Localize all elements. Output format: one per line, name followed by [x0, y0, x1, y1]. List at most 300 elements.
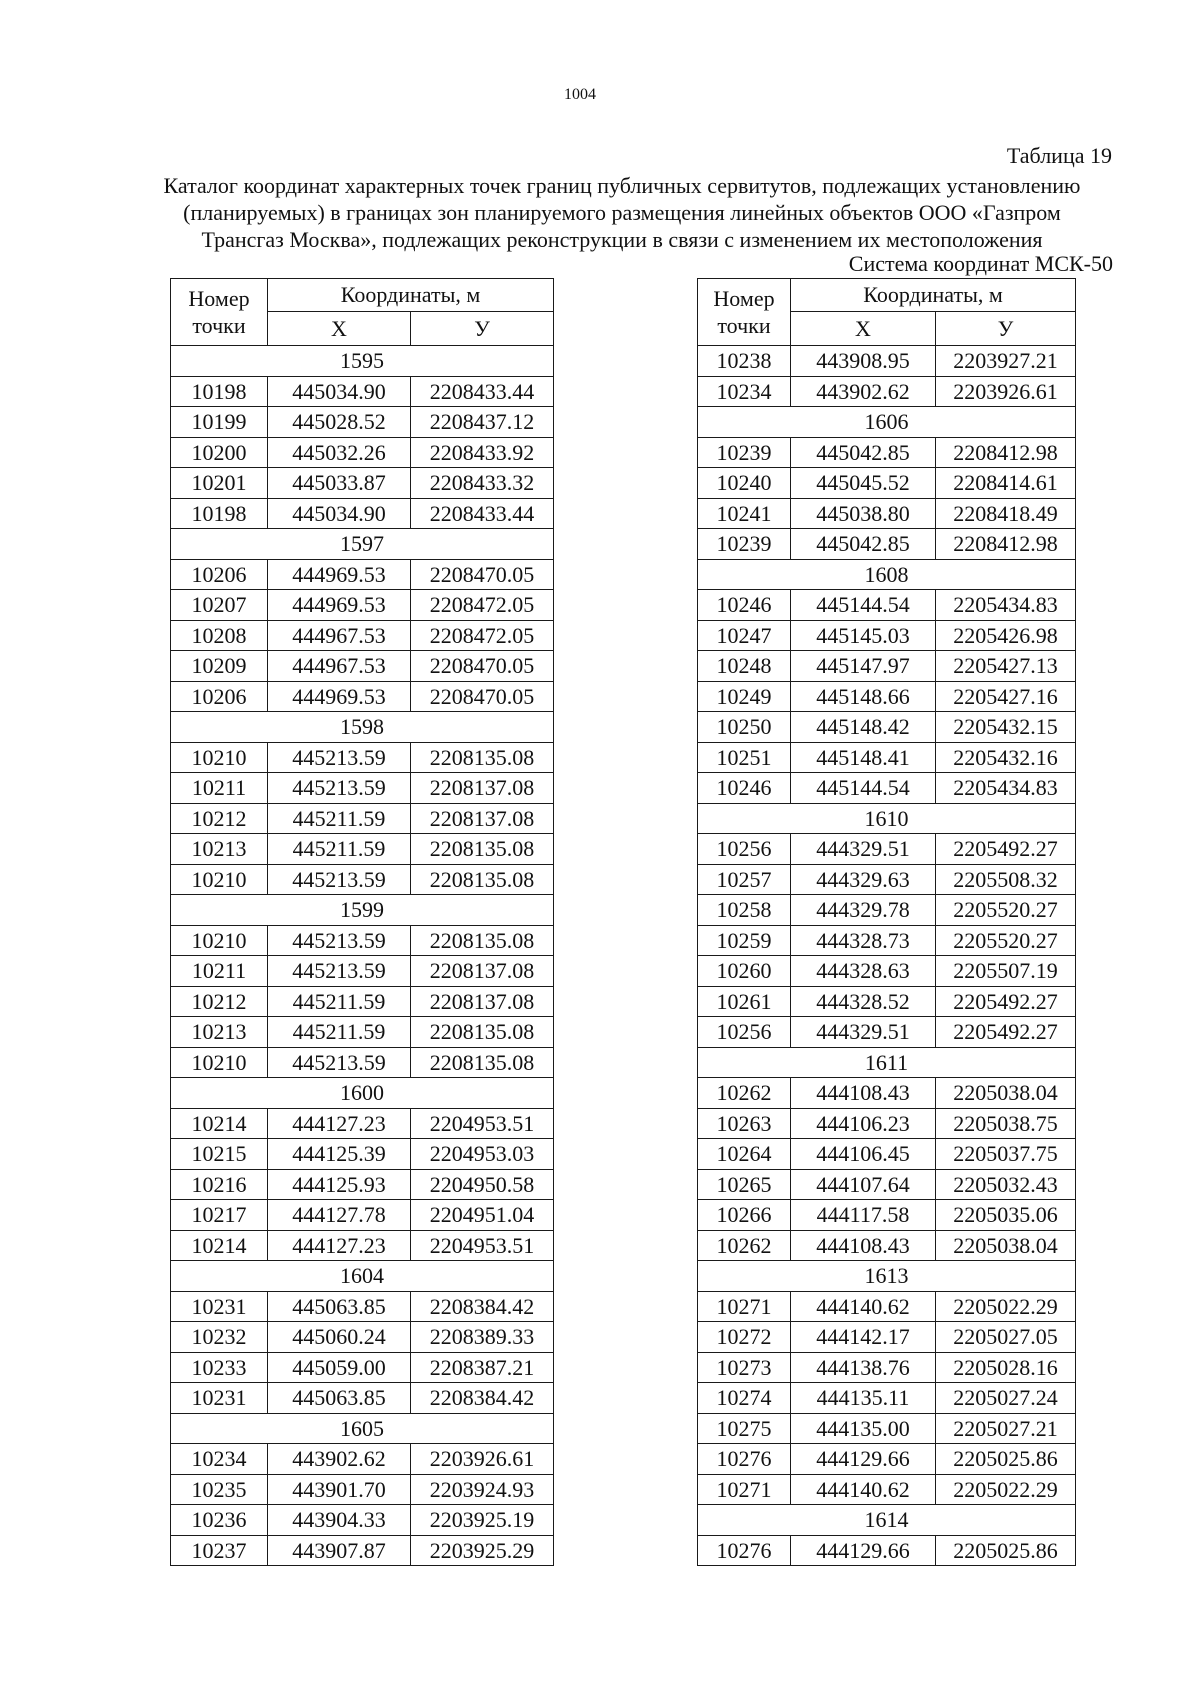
servitude-number: 1606	[698, 407, 1076, 438]
x-coordinate-cell: 443904.33	[268, 1505, 411, 1536]
x-coordinate-cell: 445211.59	[268, 834, 411, 865]
y-coordinate-cell: 2205427.16	[936, 681, 1076, 712]
point-row	[171, 1505, 554, 1536]
point-number-cell: 10212	[171, 803, 268, 834]
point-row	[698, 681, 1076, 712]
point-number-cell: 10264	[698, 1139, 791, 1170]
table-title	[100, 172, 1144, 253]
y-coordinate-cell: 2205508.32	[936, 864, 1076, 895]
point-row	[698, 712, 1076, 743]
x-coordinate-cell: 444140.62	[791, 1291, 936, 1322]
point-number-cell: 10256	[698, 1017, 791, 1048]
point-row	[171, 1474, 554, 1505]
point-number-cell: 10262	[698, 1230, 791, 1261]
y-coordinate-cell: 2204953.03	[411, 1139, 554, 1170]
x-coordinate-cell: 444328.73	[791, 925, 936, 956]
x-coordinate-cell: 444969.53	[268, 681, 411, 712]
x-coordinate-cell: 445147.97	[791, 651, 936, 682]
point-number-cell: 10209	[171, 651, 268, 682]
point-number-cell: 10231	[171, 1291, 268, 1322]
y-coordinate-cell: 2208412.98	[936, 529, 1076, 560]
x-coordinate-cell: 444107.64	[791, 1169, 936, 1200]
point-number-cell: 10214	[171, 1230, 268, 1261]
point-number-cell: 10232	[171, 1322, 268, 1353]
x-coordinate-cell: 444125.39	[268, 1139, 411, 1170]
y-coordinate-cell: 2205027.24	[936, 1383, 1076, 1414]
header-y: У	[411, 312, 554, 346]
header-point-number-line2: точки	[717, 313, 771, 338]
table-body	[698, 346, 1076, 1566]
servitude-number: 1611	[698, 1047, 1076, 1078]
point-row	[171, 620, 554, 651]
x-coordinate-cell: 445213.59	[268, 925, 411, 956]
point-number-cell: 10216	[171, 1169, 268, 1200]
y-coordinate-cell: 2205025.86	[936, 1444, 1076, 1475]
point-row	[171, 651, 554, 682]
point-number-cell: 10207	[171, 590, 268, 621]
x-coordinate-cell: 445034.90	[268, 498, 411, 529]
y-coordinate-cell: 2205520.27	[936, 925, 1076, 956]
point-row	[698, 1535, 1076, 1566]
point-row	[171, 1291, 554, 1322]
x-coordinate-cell: 444329.63	[791, 864, 936, 895]
servitude-number: 1613	[698, 1261, 1076, 1292]
x-coordinate-cell: 444108.43	[791, 1078, 936, 1109]
point-number-cell: 10212	[171, 986, 268, 1017]
servitude-group-row	[171, 346, 554, 377]
point-row	[171, 468, 554, 499]
point-row	[171, 437, 554, 468]
y-coordinate-cell: 2205427.13	[936, 651, 1076, 682]
header-row	[171, 279, 554, 312]
title-line: Каталог координат характерных точек границ публичных сервитутов, подлежащих установлению	[163, 173, 1081, 198]
point-row	[171, 986, 554, 1017]
point-row	[171, 1047, 554, 1078]
x-coordinate-cell: 445148.41	[791, 742, 936, 773]
point-number-cell: 10249	[698, 681, 791, 712]
y-coordinate-cell: 2208437.12	[411, 407, 554, 438]
x-coordinate-cell: 445144.54	[791, 590, 936, 621]
x-coordinate-cell: 444125.93	[268, 1169, 411, 1200]
servitude-group-row	[171, 1078, 554, 1109]
y-coordinate-cell: 2208412.98	[936, 437, 1076, 468]
point-row	[171, 1444, 554, 1475]
x-coordinate-cell: 444117.58	[791, 1200, 936, 1231]
header-row	[698, 279, 1076, 312]
x-coordinate-cell: 445211.59	[268, 803, 411, 834]
servitude-group-row	[698, 407, 1076, 438]
point-row	[698, 1017, 1076, 1048]
point-row	[171, 834, 554, 865]
point-row	[171, 803, 554, 834]
point-row	[698, 1108, 1076, 1139]
x-coordinate-cell: 444127.78	[268, 1200, 411, 1231]
x-coordinate-cell: 444329.78	[791, 895, 936, 926]
point-number-cell: 10237	[171, 1535, 268, 1566]
point-row	[171, 742, 554, 773]
y-coordinate-cell: 2205025.86	[936, 1535, 1076, 1566]
point-number-cell: 10214	[171, 1108, 268, 1139]
servitude-group-row	[171, 1261, 554, 1292]
point-number-cell: 10258	[698, 895, 791, 926]
x-coordinate-cell: 443902.62	[268, 1444, 411, 1475]
point-row	[171, 925, 554, 956]
point-number-cell: 10246	[698, 773, 791, 804]
header-point-number-line1: Номер	[713, 286, 775, 311]
y-coordinate-cell: 2208470.05	[411, 681, 554, 712]
y-coordinate-cell: 2203927.21	[936, 346, 1076, 377]
point-number-cell: 10261	[698, 986, 791, 1017]
servitude-number: 1605	[171, 1413, 554, 1444]
x-coordinate-cell: 445033.87	[268, 468, 411, 499]
point-number-cell: 10276	[698, 1535, 791, 1566]
x-coordinate-cell: 444127.23	[268, 1108, 411, 1139]
servitude-group-row	[171, 1413, 554, 1444]
y-coordinate-cell: 2205432.16	[936, 742, 1076, 773]
servitude-group-row	[698, 1261, 1076, 1292]
x-coordinate-cell: 444142.17	[791, 1322, 936, 1353]
y-coordinate-cell: 2204953.51	[411, 1108, 554, 1139]
point-row	[698, 834, 1076, 865]
servitude-group-row	[698, 559, 1076, 590]
servitude-number: 1597	[171, 529, 554, 560]
x-coordinate-cell: 445211.59	[268, 1017, 411, 1048]
x-coordinate-cell: 445213.59	[268, 742, 411, 773]
y-coordinate-cell: 2208135.08	[411, 834, 554, 865]
x-coordinate-cell: 444329.51	[791, 1017, 936, 1048]
point-number-cell: 10260	[698, 956, 791, 987]
point-number-cell: 10256	[698, 834, 791, 865]
point-row	[171, 773, 554, 804]
header-y: У	[936, 312, 1076, 346]
point-number-cell: 10265	[698, 1169, 791, 1200]
x-coordinate-cell: 445148.42	[791, 712, 936, 743]
point-row	[698, 346, 1076, 377]
point-row	[171, 376, 554, 407]
x-coordinate-cell: 445148.66	[791, 681, 936, 712]
point-row	[698, 1230, 1076, 1261]
y-coordinate-cell: 2205038.75	[936, 1108, 1076, 1139]
y-coordinate-cell: 2208135.08	[411, 742, 554, 773]
x-coordinate-cell: 444135.00	[791, 1413, 936, 1444]
x-coordinate-cell: 445042.85	[791, 437, 936, 468]
x-coordinate-cell: 445045.52	[791, 468, 936, 499]
point-row	[698, 1444, 1076, 1475]
x-coordinate-cell: 443907.87	[268, 1535, 411, 1566]
point-number-cell: 10259	[698, 925, 791, 956]
y-coordinate-cell: 2203926.61	[936, 376, 1076, 407]
y-coordinate-cell: 2205022.29	[936, 1291, 1076, 1322]
x-coordinate-cell: 444129.66	[791, 1444, 936, 1475]
point-row	[171, 681, 554, 712]
y-coordinate-cell: 2205432.15	[936, 712, 1076, 743]
point-row	[698, 468, 1076, 499]
x-coordinate-cell: 445059.00	[268, 1352, 411, 1383]
point-number-cell: 10271	[698, 1291, 791, 1322]
y-coordinate-cell: 2208433.44	[411, 376, 554, 407]
x-coordinate-cell: 445042.85	[791, 529, 936, 560]
point-number-cell: 10250	[698, 712, 791, 743]
x-coordinate-cell: 445034.90	[268, 376, 411, 407]
y-coordinate-cell: 2205038.04	[936, 1230, 1076, 1261]
header-point-number-line2: точки	[192, 313, 246, 338]
table-header	[171, 279, 554, 346]
y-coordinate-cell: 2208384.42	[411, 1383, 554, 1414]
title-line: Трансгаз Москва», подлежащих реконструкции в связи с изменением их местоположения	[201, 227, 1043, 252]
y-coordinate-cell: 2208433.44	[411, 498, 554, 529]
y-coordinate-cell: 2208135.08	[411, 1047, 554, 1078]
header-coordinates: Координаты, м	[791, 279, 1076, 312]
point-number-cell: 10213	[171, 1017, 268, 1048]
y-coordinate-cell: 2203925.29	[411, 1535, 554, 1566]
y-coordinate-cell: 2208387.21	[411, 1352, 554, 1383]
x-coordinate-cell: 444108.43	[791, 1230, 936, 1261]
header-x: Х	[791, 312, 936, 346]
point-row	[171, 1352, 554, 1383]
point-row	[698, 895, 1076, 926]
point-row	[698, 773, 1076, 804]
point-row	[698, 529, 1076, 560]
point-row	[171, 1535, 554, 1566]
point-number-cell: 10273	[698, 1352, 791, 1383]
x-coordinate-cell: 443902.62	[791, 376, 936, 407]
point-row	[171, 956, 554, 987]
point-row	[171, 1322, 554, 1353]
point-row	[698, 925, 1076, 956]
point-number-cell: 10200	[171, 437, 268, 468]
servitude-number: 1604	[171, 1261, 554, 1292]
point-number-cell: 10246	[698, 590, 791, 621]
x-coordinate-cell: 444138.76	[791, 1352, 936, 1383]
coordinates-table-left	[170, 278, 554, 1566]
x-coordinate-cell: 445213.59	[268, 956, 411, 987]
point-row	[698, 437, 1076, 468]
point-row	[698, 956, 1076, 987]
x-coordinate-cell: 444329.51	[791, 834, 936, 865]
point-number-cell: 10206	[171, 559, 268, 590]
y-coordinate-cell: 2204953.51	[411, 1230, 554, 1261]
x-coordinate-cell: 444106.45	[791, 1139, 936, 1170]
y-coordinate-cell: 2208470.05	[411, 651, 554, 682]
point-number-cell: 10238	[698, 346, 791, 377]
servitude-number: 1599	[171, 895, 554, 926]
point-number-cell: 10251	[698, 742, 791, 773]
servitude-number: 1598	[171, 712, 554, 743]
y-coordinate-cell: 2205022.29	[936, 1474, 1076, 1505]
x-coordinate-cell: 445063.85	[268, 1291, 411, 1322]
x-coordinate-cell: 445213.59	[268, 1047, 411, 1078]
point-number-cell: 10198	[171, 498, 268, 529]
x-coordinate-cell: 444969.53	[268, 590, 411, 621]
header-point-number	[698, 279, 791, 346]
point-row	[171, 1139, 554, 1170]
coordinate-system-label: Система координат МСК-50	[848, 251, 1113, 276]
point-number-cell: 10210	[171, 1047, 268, 1078]
x-coordinate-cell: 444106.23	[791, 1108, 936, 1139]
y-coordinate-cell: 2208137.08	[411, 773, 554, 804]
servitude-group-row	[698, 803, 1076, 834]
point-row	[698, 1413, 1076, 1444]
y-coordinate-cell: 2208389.33	[411, 1322, 554, 1353]
point-row	[171, 1383, 554, 1414]
point-row	[171, 590, 554, 621]
y-coordinate-cell: 2208418.49	[936, 498, 1076, 529]
coordinates-table-right	[697, 278, 1076, 1566]
header-point-number	[171, 279, 268, 346]
point-number-cell: 10231	[171, 1383, 268, 1414]
y-coordinate-cell: 2208135.08	[411, 1017, 554, 1048]
y-coordinate-cell: 2208472.05	[411, 620, 554, 651]
point-row	[698, 1139, 1076, 1170]
y-coordinate-cell: 2205028.16	[936, 1352, 1076, 1383]
point-number-cell: 10215	[171, 1139, 268, 1170]
x-coordinate-cell: 444328.63	[791, 956, 936, 987]
y-coordinate-cell: 2208137.08	[411, 956, 554, 987]
x-coordinate-cell: 445213.59	[268, 864, 411, 895]
point-number-cell: 10198	[171, 376, 268, 407]
point-row	[698, 1169, 1076, 1200]
point-number-cell: 10206	[171, 681, 268, 712]
point-row	[698, 1078, 1076, 1109]
point-number-cell: 10276	[698, 1444, 791, 1475]
x-coordinate-cell: 445032.26	[268, 437, 411, 468]
servitude-group-row	[698, 1047, 1076, 1078]
y-coordinate-cell: 2205027.05	[936, 1322, 1076, 1353]
y-coordinate-cell: 2208135.08	[411, 864, 554, 895]
y-coordinate-cell: 2208433.92	[411, 437, 554, 468]
y-coordinate-cell: 2205492.27	[936, 986, 1076, 1017]
point-row	[171, 1200, 554, 1231]
point-row	[171, 1108, 554, 1139]
y-coordinate-cell: 2205434.83	[936, 773, 1076, 804]
y-coordinate-cell: 2208414.61	[936, 468, 1076, 499]
x-coordinate-cell: 445038.80	[791, 498, 936, 529]
point-row	[171, 1017, 554, 1048]
point-number-cell: 10235	[171, 1474, 268, 1505]
table-label: Таблица 19	[1006, 143, 1112, 168]
x-coordinate-cell: 444967.53	[268, 651, 411, 682]
point-number-cell: 10233	[171, 1352, 268, 1383]
y-coordinate-cell: 2203925.19	[411, 1505, 554, 1536]
x-coordinate-cell: 445145.03	[791, 620, 936, 651]
x-coordinate-cell: 444328.52	[791, 986, 936, 1017]
table-body	[171, 346, 554, 1566]
point-number-cell: 10272	[698, 1322, 791, 1353]
y-coordinate-cell: 2205038.04	[936, 1078, 1076, 1109]
point-row	[171, 1169, 554, 1200]
y-coordinate-cell: 2204950.58	[411, 1169, 554, 1200]
point-row	[698, 376, 1076, 407]
y-coordinate-cell: 2204951.04	[411, 1200, 554, 1231]
y-coordinate-cell: 2208137.08	[411, 803, 554, 834]
point-number-cell: 10211	[171, 773, 268, 804]
point-row	[698, 1322, 1076, 1353]
y-coordinate-cell: 2208135.08	[411, 925, 554, 956]
x-coordinate-cell: 444969.53	[268, 559, 411, 590]
point-number-cell: 10263	[698, 1108, 791, 1139]
point-number-cell: 10247	[698, 620, 791, 651]
point-number-cell: 10210	[171, 742, 268, 773]
y-coordinate-cell: 2203926.61	[411, 1444, 554, 1475]
x-coordinate-cell: 445144.54	[791, 773, 936, 804]
point-row	[698, 1200, 1076, 1231]
point-number-cell: 10271	[698, 1474, 791, 1505]
y-coordinate-cell: 2208137.08	[411, 986, 554, 1017]
point-number-cell: 10239	[698, 437, 791, 468]
point-number-cell: 10239	[698, 529, 791, 560]
point-row	[698, 742, 1076, 773]
point-number-cell: 10210	[171, 864, 268, 895]
point-row	[698, 651, 1076, 682]
header-coordinates: Координаты, м	[268, 279, 554, 312]
servitude-group-row	[698, 1505, 1076, 1536]
point-number-cell: 10211	[171, 956, 268, 987]
point-row	[698, 1383, 1076, 1414]
y-coordinate-cell: 2205492.27	[936, 1017, 1076, 1048]
point-number-cell: 10201	[171, 468, 268, 499]
point-number-cell: 10199	[171, 407, 268, 438]
point-number-cell: 10217	[171, 1200, 268, 1231]
page-number: 1004	[564, 86, 596, 103]
point-number-cell: 10208	[171, 620, 268, 651]
y-coordinate-cell: 2208384.42	[411, 1291, 554, 1322]
y-coordinate-cell: 2205492.27	[936, 834, 1076, 865]
point-number-cell: 10262	[698, 1078, 791, 1109]
header-point-number-line1: Номер	[188, 286, 250, 311]
point-row	[171, 559, 554, 590]
x-coordinate-cell: 444129.66	[791, 1535, 936, 1566]
point-row	[171, 498, 554, 529]
y-coordinate-cell: 2205037.75	[936, 1139, 1076, 1170]
point-row	[698, 986, 1076, 1017]
servitude-group-row	[171, 529, 554, 560]
point-number-cell: 10248	[698, 651, 791, 682]
y-coordinate-cell: 2208470.05	[411, 559, 554, 590]
x-coordinate-cell: 443908.95	[791, 346, 936, 377]
servitude-number: 1614	[698, 1505, 1076, 1536]
point-number-cell: 10236	[171, 1505, 268, 1536]
servitude-group-row	[171, 895, 554, 926]
x-coordinate-cell: 445213.59	[268, 773, 411, 804]
point-number-cell: 10275	[698, 1413, 791, 1444]
y-coordinate-cell: 2205032.43	[936, 1169, 1076, 1200]
point-row	[698, 620, 1076, 651]
x-coordinate-cell: 444135.11	[791, 1383, 936, 1414]
point-number-cell: 10213	[171, 834, 268, 865]
y-coordinate-cell: 2205027.21	[936, 1413, 1076, 1444]
y-coordinate-cell: 2205520.27	[936, 895, 1076, 926]
point-row	[698, 590, 1076, 621]
x-coordinate-cell: 445028.52	[268, 407, 411, 438]
table-header	[698, 279, 1076, 346]
servitude-number: 1600	[171, 1078, 554, 1109]
point-number-cell: 10257	[698, 864, 791, 895]
point-number-cell: 10240	[698, 468, 791, 499]
x-coordinate-cell: 444140.62	[791, 1474, 936, 1505]
servitude-number: 1595	[171, 346, 554, 377]
point-number-cell: 10210	[171, 925, 268, 956]
y-coordinate-cell: 2205434.83	[936, 590, 1076, 621]
x-coordinate-cell: 444967.53	[268, 620, 411, 651]
x-coordinate-cell: 444127.23	[268, 1230, 411, 1261]
point-row	[698, 1352, 1076, 1383]
point-row	[171, 1230, 554, 1261]
point-row	[698, 864, 1076, 895]
point-number-cell: 10274	[698, 1383, 791, 1414]
servitude-number: 1608	[698, 559, 1076, 590]
x-coordinate-cell: 445060.24	[268, 1322, 411, 1353]
y-coordinate-cell: 2208472.05	[411, 590, 554, 621]
